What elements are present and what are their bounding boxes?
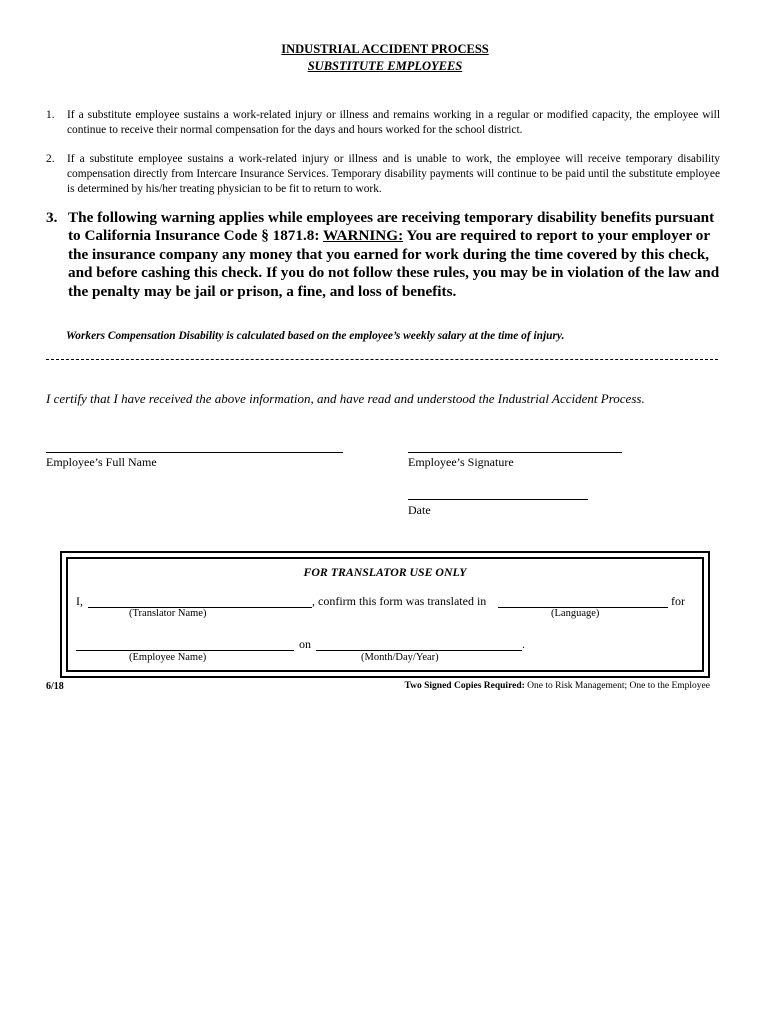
item-number: 3. <box>46 209 58 226</box>
translation-date-label: (Month/Day/Year) <box>361 652 439 663</box>
copies-distribution: One to Risk Management; One to the Employee <box>524 681 710 691</box>
signature-line[interactable] <box>408 452 622 453</box>
full-name-label: Employee’s Full Name <box>46 455 157 469</box>
certification-statement: I certify that I have received the above information, and have read and understood the Industrial Accident Process. <box>46 391 645 406</box>
translator-row2-end: . <box>522 637 525 651</box>
list-item <box>46 108 720 138</box>
translator-row-mid: , confirm this form was translated in <box>312 594 487 608</box>
revision-date: 6/18 <box>46 681 64 692</box>
warning-item <box>46 209 720 304</box>
employee-name-label: (Employee Name) <box>129 652 207 663</box>
document-title: INDUSTRIAL ACCIDENT PROCESS <box>281 42 489 56</box>
item-text: If a substitute employee sustains a work-related injury or illness and is unable to work, the employee will receive temporary disability compensation directly from Intercare Insurance Services. Temporary disability payments will continue to be paid until the substitute employee is determined by his/her treating physician to be fit to return to work. <box>67 153 720 195</box>
full-name-line[interactable] <box>46 452 343 453</box>
date-line[interactable] <box>408 499 588 500</box>
disability-note: Workers Compensation Disability is calculated based on the employee’s weekly salary at the time of injury. <box>66 330 565 342</box>
warning-label: WARNING: <box>322 227 404 245</box>
list-item <box>46 152 720 197</box>
translator-row-suffix: for <box>671 594 685 608</box>
translator-box-title: FOR TRANSLATOR USE ONLY <box>303 565 467 579</box>
warning-body: You are required to report to your employer or the insurance company any money that you earned for work during the time covered by this check, and before cashing this check. If you do not follow these rules, you may be in violation of the law and the penalty may be jail or prison, a fine, and loss of benefits. <box>68 227 720 300</box>
employee-name-line[interactable] <box>76 650 294 651</box>
date-label: Date <box>408 503 431 517</box>
copies-required-label: Two Signed Copies Required: <box>404 681 525 691</box>
signature-label: Employee’s Signature <box>408 455 514 469</box>
translator-name-label: (Translator Name) <box>129 608 207 619</box>
document-subtitle: SUBSTITUTE EMPLOYEES <box>307 59 463 73</box>
warning-text <box>68 209 720 301</box>
dashed-divider <box>46 359 718 360</box>
translator-row-prefix: I, <box>76 594 83 608</box>
item-text: If a substitute employee sustains a work-related injury or illness and remains working in a regular or modified capacity, the employee will continue to receive their normal compensation for the days and hours worked for the school district. <box>67 109 720 136</box>
translation-date-line[interactable] <box>316 650 522 651</box>
item-number: 2. <box>46 153 55 165</box>
warning-intro: The following warning applies while employees are receiving temporary disability benefits pursuant to California Insurance Code § 1871.8: <box>68 209 715 245</box>
item-number: 1. <box>46 109 55 121</box>
copies-note <box>405 681 710 691</box>
translator-row2-mid: on <box>299 637 311 651</box>
language-label: (Language) <box>551 608 600 619</box>
